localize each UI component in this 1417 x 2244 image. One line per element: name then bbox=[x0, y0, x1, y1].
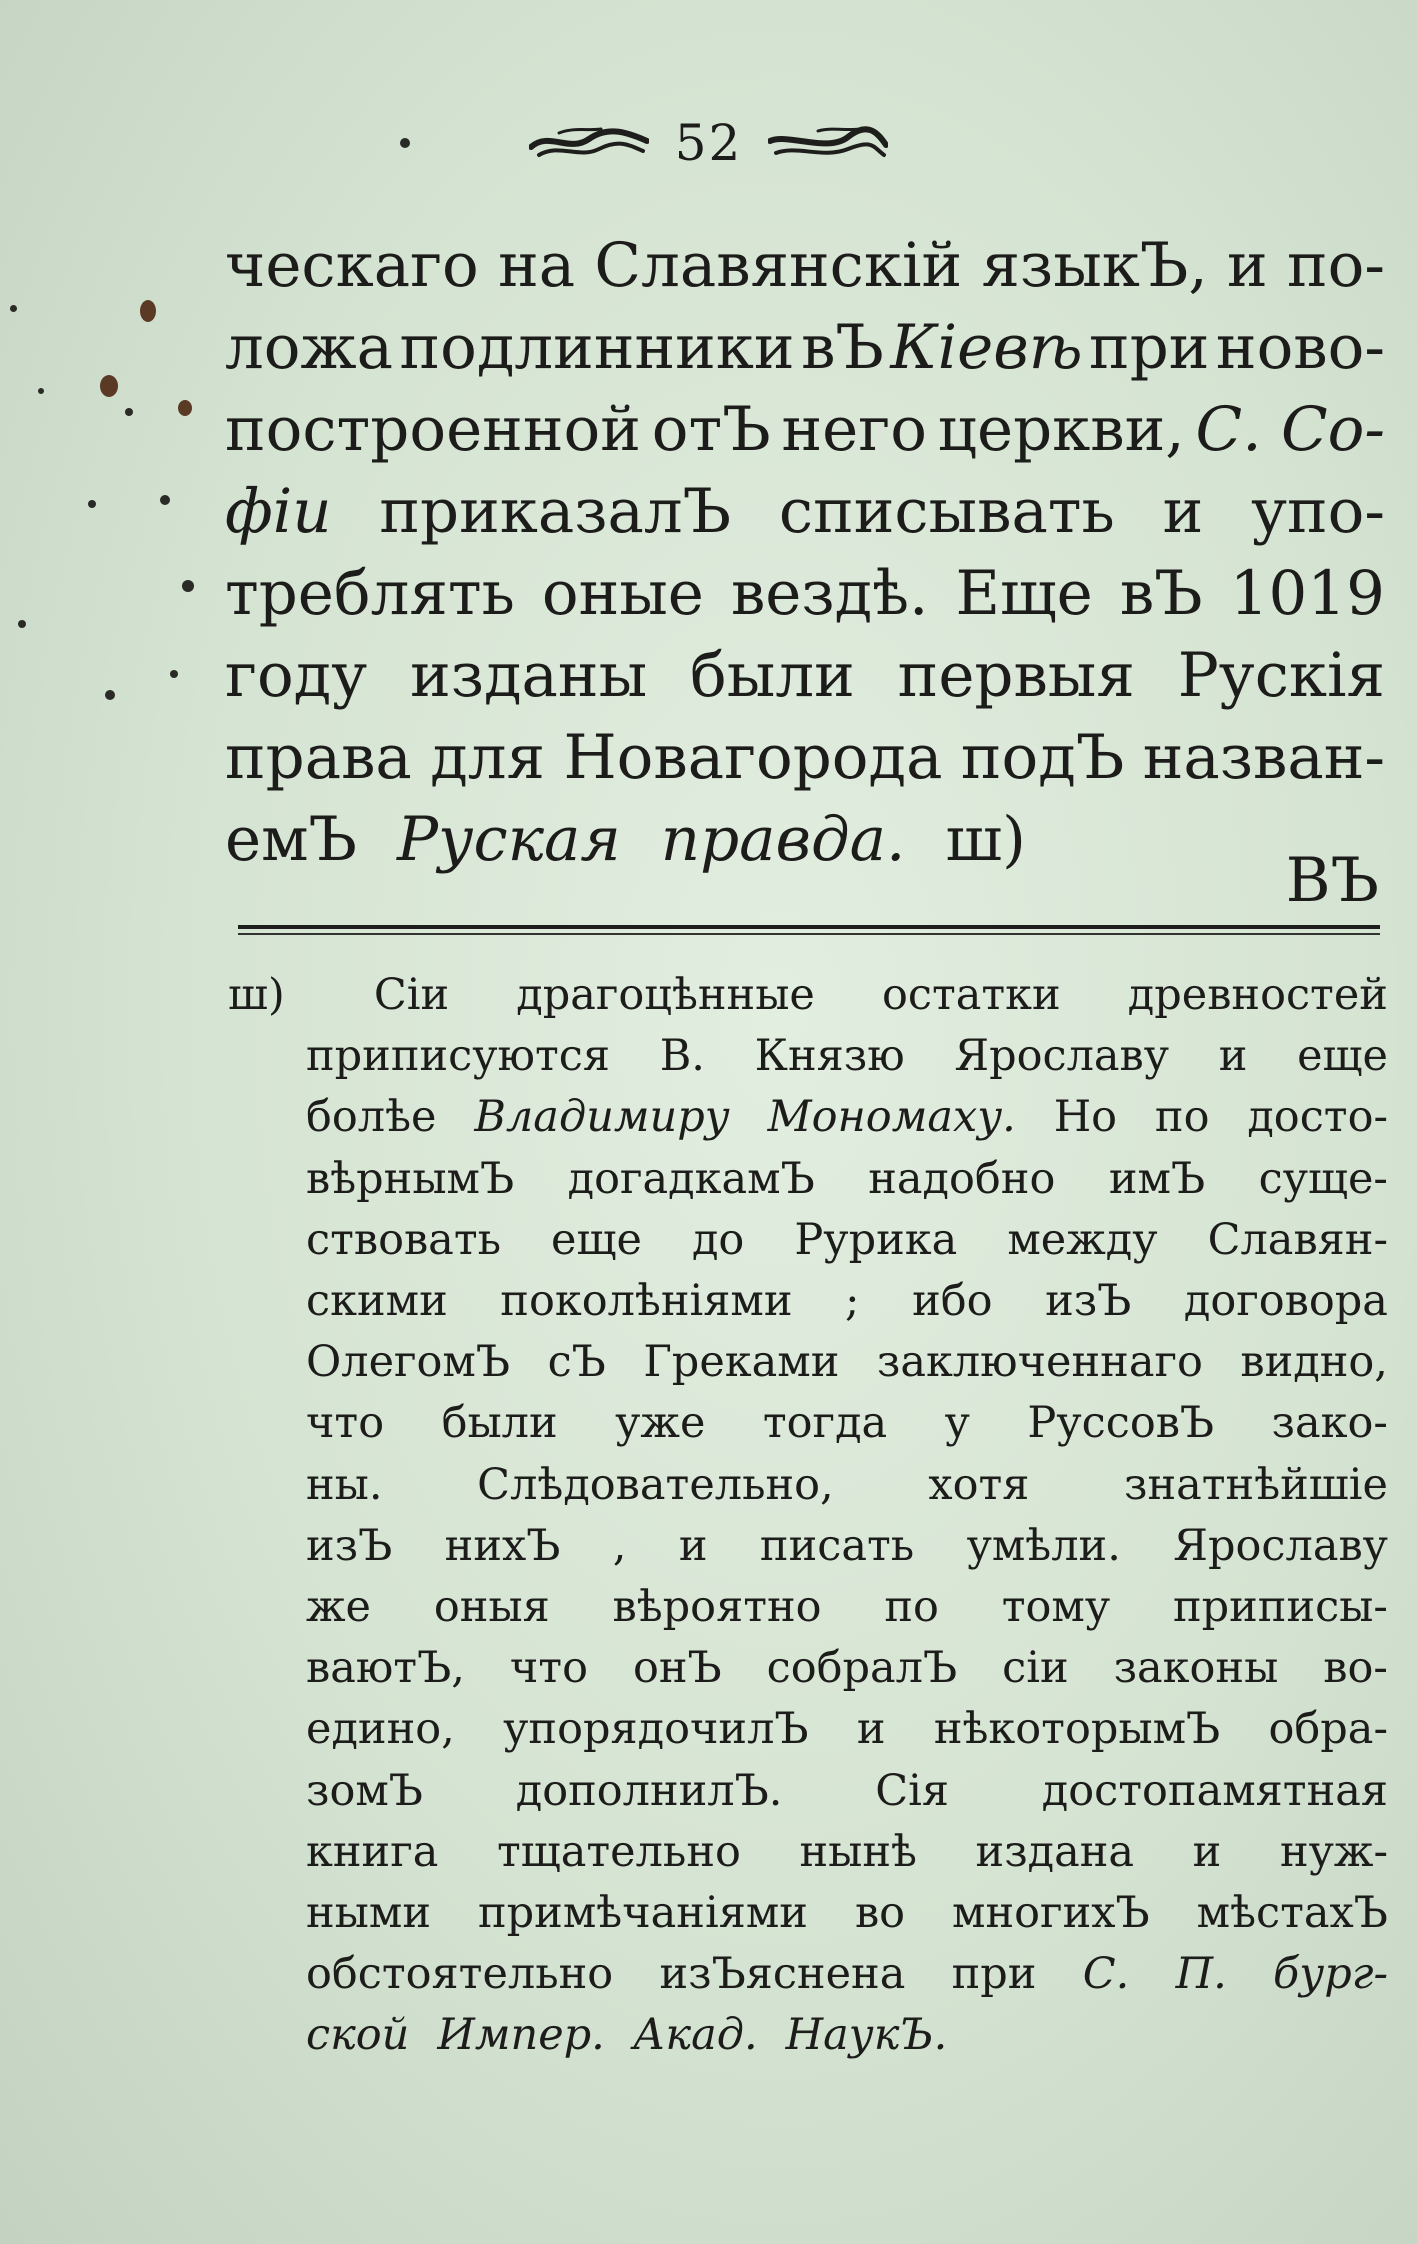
word: собралЪ bbox=[766, 1643, 958, 1694]
word: книга bbox=[306, 1826, 439, 1877]
word: году bbox=[225, 640, 368, 711]
text-line bbox=[225, 553, 1385, 635]
word: во bbox=[854, 1888, 906, 1939]
word: по bbox=[884, 1582, 939, 1633]
word: нѣкоторымЪ bbox=[933, 1704, 1221, 1755]
word: скими bbox=[306, 1276, 448, 1327]
word: были bbox=[690, 640, 855, 711]
word: ОлегомЪ bbox=[306, 1337, 511, 1388]
word: вЪ bbox=[1119, 558, 1203, 629]
word: ствовать bbox=[306, 1214, 502, 1265]
word: оные bbox=[541, 558, 704, 629]
word: вЪ bbox=[801, 312, 884, 383]
footnote-line bbox=[228, 1210, 1388, 1271]
footnote-line bbox=[228, 1761, 1388, 1822]
word: надобно bbox=[868, 1153, 1056, 1204]
catchword: ВЪ bbox=[1285, 845, 1379, 916]
word: вездѣ. bbox=[730, 558, 929, 629]
footnote-divider bbox=[238, 925, 1380, 929]
ink-spot bbox=[125, 408, 133, 416]
word: Еще bbox=[955, 558, 1093, 629]
text-line bbox=[225, 717, 1385, 799]
word: тогда bbox=[762, 1398, 888, 1449]
word: , bbox=[612, 1520, 627, 1571]
word-italic: С. Со- bbox=[1195, 394, 1385, 465]
left-ornament-icon bbox=[529, 123, 649, 163]
word: были bbox=[441, 1398, 558, 1449]
word: изЪяснена bbox=[659, 1949, 906, 2000]
word: упорядочилЪ bbox=[503, 1704, 809, 1755]
word: П. bbox=[1175, 1949, 1227, 2000]
word: изданы bbox=[410, 640, 648, 711]
text-line bbox=[225, 225, 1385, 307]
footnote-marker: ш) bbox=[228, 970, 285, 1020]
word: зако- bbox=[1271, 1398, 1388, 1449]
ink-spot bbox=[182, 580, 194, 592]
footnote-line bbox=[228, 1149, 1388, 1210]
text-line bbox=[225, 389, 1385, 471]
word: издана bbox=[975, 1826, 1135, 1877]
word: древностей bbox=[1127, 970, 1388, 1020]
word: при bbox=[1089, 312, 1210, 383]
word: РуссовЪ bbox=[1027, 1398, 1215, 1449]
word-italic: Владимиру bbox=[474, 1092, 730, 1143]
ink-spot bbox=[100, 375, 118, 397]
word: языкЪ, bbox=[981, 230, 1208, 301]
ink-spot bbox=[140, 300, 156, 322]
footnote-line bbox=[228, 1699, 1388, 1760]
word: зомЪ bbox=[306, 1765, 423, 1816]
ink-spot bbox=[88, 500, 96, 508]
word: имЪ bbox=[1108, 1153, 1206, 1204]
word: до bbox=[691, 1214, 745, 1265]
word: 1019 bbox=[1229, 558, 1385, 629]
word: что bbox=[306, 1398, 385, 1449]
word: хотя bbox=[928, 1459, 1030, 1510]
word: мѣстахЪ bbox=[1196, 1888, 1388, 1939]
word: еще bbox=[551, 1214, 642, 1265]
footnote-line bbox=[228, 1883, 1388, 1944]
ink-spot bbox=[18, 620, 26, 628]
word-italic: бург- bbox=[1273, 1949, 1388, 2000]
word: вѣроятно bbox=[612, 1582, 822, 1633]
word: отЪ bbox=[651, 394, 771, 465]
word: и bbox=[1162, 476, 1204, 547]
word: Князю bbox=[754, 1031, 905, 1082]
word: приписуются bbox=[306, 1031, 610, 1082]
word: права bbox=[225, 722, 412, 793]
word: по- bbox=[1286, 230, 1385, 301]
word: треблять bbox=[225, 558, 515, 629]
footnote-line bbox=[228, 1026, 1388, 1087]
word: Ярославу bbox=[954, 1031, 1170, 1082]
word: обра- bbox=[1268, 1704, 1388, 1755]
footnote-line bbox=[228, 1516, 1388, 1577]
word: приписы- bbox=[1172, 1582, 1388, 1633]
word: Ярославу bbox=[1173, 1520, 1388, 1571]
footnote-line bbox=[228, 1332, 1388, 1393]
word: оныя bbox=[433, 1582, 550, 1633]
footnote-line bbox=[228, 965, 1388, 1026]
footnote-line bbox=[228, 1271, 1388, 1332]
word: назван- bbox=[1142, 722, 1385, 793]
word: достопамятная bbox=[1041, 1765, 1388, 1816]
word: подЪ bbox=[960, 722, 1125, 793]
footnote-divider-thin bbox=[238, 933, 1380, 935]
word: сЪ bbox=[547, 1337, 606, 1388]
word-italic: ской bbox=[306, 2010, 410, 2061]
footnote-line bbox=[228, 1455, 1388, 1516]
word: построенной bbox=[225, 394, 641, 465]
footnote bbox=[228, 965, 1388, 2067]
word: обстоятельно bbox=[306, 1949, 614, 2000]
word: него bbox=[781, 394, 927, 465]
word-italic: Мономаху. bbox=[767, 1092, 1016, 1143]
word: Славянскій bbox=[594, 230, 963, 301]
word: и bbox=[1218, 1031, 1248, 1082]
word: приказалЪ bbox=[379, 476, 732, 547]
right-ornament-icon bbox=[768, 123, 888, 163]
word: Рускія bbox=[1177, 640, 1385, 711]
text-line bbox=[225, 799, 1385, 881]
word: емЪ bbox=[225, 804, 358, 875]
word: писать bbox=[759, 1520, 915, 1571]
word: догадкамЪ bbox=[567, 1153, 815, 1204]
word: В. bbox=[659, 1031, 705, 1082]
word: досто- bbox=[1247, 1092, 1388, 1143]
word: Сіи bbox=[373, 970, 450, 1020]
word: заключеннаго bbox=[876, 1337, 1203, 1388]
word: ново- bbox=[1215, 312, 1385, 383]
word: Но bbox=[1053, 1092, 1118, 1143]
word: ными bbox=[306, 1888, 431, 1939]
word: нихЪ bbox=[444, 1520, 561, 1571]
word: вѣрнымЪ bbox=[306, 1153, 515, 1204]
word-italic: Импер. bbox=[437, 2010, 605, 2061]
footnote-line bbox=[228, 1944, 1388, 2005]
word: церкви, bbox=[937, 394, 1185, 465]
word: ибо bbox=[912, 1276, 993, 1327]
word: списывать bbox=[778, 476, 1115, 547]
word: нуж- bbox=[1279, 1826, 1388, 1877]
word: Сія bbox=[875, 1765, 949, 1816]
ink-spot bbox=[38, 388, 44, 394]
word: для bbox=[430, 722, 546, 793]
word: Славян- bbox=[1207, 1214, 1388, 1265]
word: еще bbox=[1297, 1031, 1388, 1082]
word: при bbox=[951, 1949, 1037, 2000]
ink-spot bbox=[10, 305, 17, 312]
word: договора bbox=[1183, 1276, 1388, 1327]
word: остатки bbox=[881, 970, 1061, 1020]
word: тщательно bbox=[496, 1826, 741, 1877]
word: болѣе bbox=[306, 1092, 437, 1143]
word: и bbox=[856, 1704, 886, 1755]
word: С. bbox=[1082, 1949, 1130, 2000]
word: первыя bbox=[897, 640, 1135, 711]
word: ложа bbox=[225, 312, 393, 383]
word: между bbox=[1007, 1214, 1158, 1265]
word-italic: Кіевѣ bbox=[890, 312, 1083, 383]
word-italic: фіи bbox=[225, 476, 332, 547]
footnote-line bbox=[228, 1393, 1388, 1454]
page-header bbox=[0, 108, 1417, 178]
footnote-line bbox=[228, 2005, 1388, 2066]
word: дополнилЪ. bbox=[515, 1765, 783, 1816]
word-italic: НаукЪ. bbox=[785, 2010, 948, 2061]
footnote-line bbox=[228, 1822, 1388, 1883]
word: онЪ bbox=[632, 1643, 722, 1694]
word: ческаго bbox=[225, 230, 479, 301]
word: Слѣдовательно, bbox=[477, 1459, 834, 1510]
word-italic: правда. bbox=[660, 804, 906, 875]
ink-spot bbox=[170, 670, 178, 678]
word: примѣчаніями bbox=[478, 1888, 808, 1939]
word: у bbox=[944, 1398, 970, 1449]
word: ны. bbox=[306, 1459, 383, 1510]
word: видно, bbox=[1240, 1337, 1388, 1388]
page-number: 52 bbox=[674, 114, 743, 172]
ink-spot bbox=[160, 495, 170, 505]
word: многихЪ bbox=[952, 1888, 1150, 1939]
word: Рурика bbox=[794, 1214, 958, 1265]
word: по bbox=[1154, 1092, 1210, 1143]
word: Новагорода bbox=[563, 722, 943, 793]
word: упо- bbox=[1251, 476, 1385, 547]
word: подлинники bbox=[399, 312, 795, 383]
ink-spot bbox=[178, 400, 192, 416]
word: Греками bbox=[643, 1337, 840, 1388]
word: нынѣ bbox=[799, 1826, 917, 1877]
text-line bbox=[225, 471, 1385, 553]
word: изЪ bbox=[1045, 1276, 1132, 1327]
text-line bbox=[225, 307, 1385, 389]
word: изЪ bbox=[306, 1520, 393, 1571]
word-italic: Руская bbox=[397, 804, 621, 875]
word: уже bbox=[615, 1398, 706, 1449]
ink-spot bbox=[105, 690, 115, 700]
word: драгоцѣнные bbox=[516, 970, 815, 1020]
word: и bbox=[678, 1520, 708, 1571]
word: законы bbox=[1113, 1643, 1279, 1694]
word: сіи bbox=[1002, 1643, 1069, 1694]
footnote-reference: ш) bbox=[945, 804, 1026, 875]
word: умѣли. bbox=[966, 1520, 1121, 1571]
text-line bbox=[225, 635, 1385, 717]
main-text bbox=[225, 225, 1385, 881]
word-italic: Акад. bbox=[632, 2010, 758, 2061]
footnote-line bbox=[228, 1087, 1388, 1148]
word: ваютЪ, bbox=[306, 1643, 465, 1694]
word: поколѣніями bbox=[500, 1276, 793, 1327]
word: тому bbox=[1001, 1582, 1111, 1633]
word: на bbox=[498, 230, 576, 301]
word: едино, bbox=[306, 1704, 455, 1755]
word: во- bbox=[1323, 1643, 1388, 1694]
footnote-line bbox=[228, 1638, 1388, 1699]
word: и bbox=[1227, 230, 1268, 301]
word: что bbox=[509, 1643, 588, 1694]
word: суще- bbox=[1258, 1153, 1388, 1204]
word: знатнѣйшіе bbox=[1124, 1459, 1388, 1510]
word: и bbox=[1192, 1826, 1222, 1877]
word: ; bbox=[845, 1276, 860, 1327]
footnote-line bbox=[228, 1577, 1388, 1638]
word: же bbox=[306, 1582, 372, 1633]
